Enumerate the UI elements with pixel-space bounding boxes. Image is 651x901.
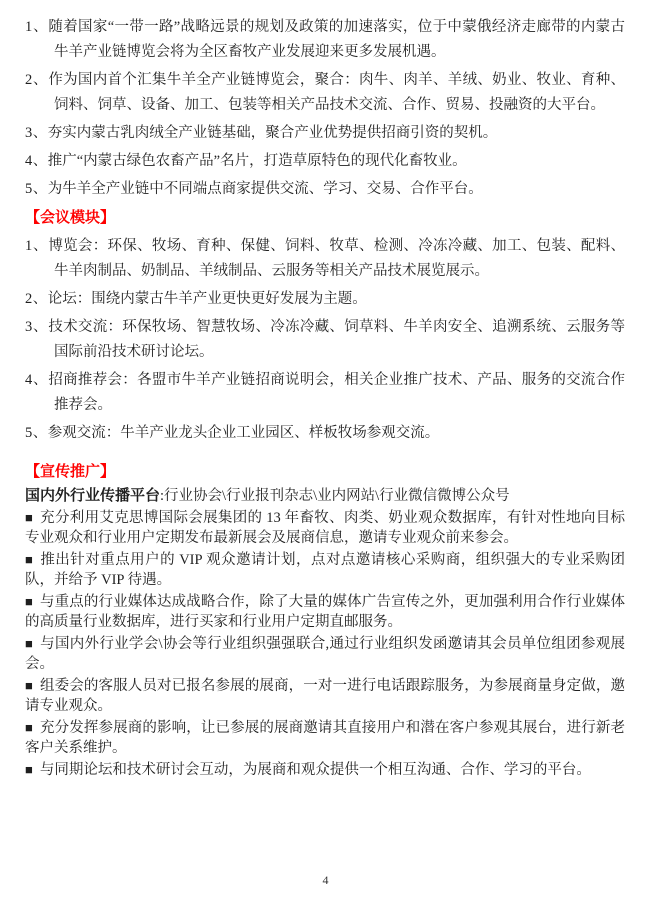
bullet-item-text: 与重点的行业媒体达成战略合作，除了大量的媒体广告宣传之外，更加强利用合作行业媒体的高质量行业数据库，进行买家和行业用户定期直邮服务。 [25,594,625,630]
intro-list [25,15,625,202]
list-item-text: 为牛羊全产业链中不同端点商家提供交流、学习、交易、合作平台。 [47,181,483,197]
bullet-item [25,760,625,780]
bullet-item-text: 充分利用艾克思博国际会展集团的 13 年畜牧、肉类、奶业观众数据库，有针对性地向目标专业观众和行业用户定期发布最新展会及展商信息，邀请专业观众前来参会。 [25,510,625,546]
list-item-number: 2、 [25,291,48,307]
list-item-text: 夯实内蒙古乳肉绒全产业链基础，聚合产业优势提供招商引资的契机。 [47,125,498,141]
square-bullet-icon: ■ [25,720,33,735]
list-item-number: 4、 [25,372,49,388]
list-item-number: 4、 [25,153,48,169]
list-item [25,121,625,146]
promotion-platform-label: 国内外行业传播平台 [25,487,161,504]
square-bullet-icon: ■ [25,636,34,651]
square-bullet-icon: ■ [25,762,33,777]
list-item-number: 3、 [25,319,49,335]
list-item-text: 参观交流：牛羊产业龙头企业工业园区、样板牧场参观交流。 [47,425,440,441]
bullet-item [25,634,625,674]
promotion-platform-separator: : [160,488,165,504]
list-item [25,149,625,174]
list-item [25,234,625,284]
list-item-number: 5、 [25,425,48,441]
promotion-bullet-list [25,508,625,780]
list-item-text: 技术交流：环保牧场、智慧牧场、冷冻冷藏、饲草料、牛羊肉安全、追溯系统、云服务等国际前沿技术研讨论坛。 [48,319,626,360]
square-bullet-icon: ■ [25,594,33,609]
square-bullet-icon: ■ [25,678,33,693]
list-item [25,68,625,118]
section-heading-promotion: 【宣传推广】 [25,463,116,480]
list-item-text: 随着国家“一带一路”战略远景的规划及政策的加速落实，位于中蒙俄经济走廊带的内蒙古牛羊产业链博览会将为全区畜牧产业发展迎来更多发展机遇。 [48,19,625,60]
bullet-item-text: 推出针对重点用户的 VIP 观众邀请计划，点对点邀请核心采购商，组织强大的专业采购团队，并给予 VIP 待遇。 [25,552,625,588]
square-bullet-icon: ■ [25,552,34,567]
bullet-item-text: 充分发挥参展商的影响，让已参展的展商邀请其直接用户和潜在客户参观其展台，进行新老客户关系维护。 [25,720,625,756]
bullet-item-text: 与国内外行业学会\协会等行业组织强强联合,通过行业组织发函邀请其会员单位组团参观展会。 [25,636,625,672]
list-item [25,177,625,202]
list-item [25,368,625,418]
list-item-text: 博览会：环保、牧场、育种、保健、饲料、牧草、检测、冷冻冷藏、加工、包装、配料、牛羊肉制品、奶制品、羊绒制品、云服务等相关产品技术展览展示。 [48,238,626,279]
bullet-item [25,508,625,548]
list-item-number: 5、 [25,181,48,197]
list-item-number: 1、 [25,238,49,254]
conference-list [25,234,625,446]
list-item-number: 3、 [25,125,48,141]
bullet-item [25,676,625,716]
promotion-platform-value: 行业协会\行业报刊杂志\业内网站\行业微信微博公众号 [164,488,510,504]
list-item-text: 作为国内首个汇集牛羊全产业链博览会，聚合：肉牛、肉羊、羊绒、奶业、牧业、育种、饲料、饲草、设备、加工、包装等相关产品技术交流、合作、贸易、投融资的大平台。 [48,72,626,113]
bullet-item [25,592,625,632]
list-item-number: 2、 [25,72,49,88]
page-number: 4 [322,873,329,887]
list-item [25,15,625,65]
section-heading-conference-modules: 【会议模块】 [25,209,116,226]
bullet-item [25,550,625,590]
list-item [25,421,625,446]
list-item-text: 招商推荐会：各盟市牛羊产业链招商说明会，相关企业推广技术、产品、服务的交流合作推荐会。 [48,372,626,413]
list-item [25,287,625,312]
bullet-item [25,718,625,758]
bullet-item-text: 与同期论坛和技术研讨会互动，为展商和观众提供一个相互沟通、合作、学习的平台。 [39,762,591,778]
bullet-item-text: 组委会的客服人员对已报名参展的展商，一对一进行电话跟踪服务，为参展商量身定做，邀请专业观众。 [25,678,625,714]
square-bullet-icon: ■ [25,510,34,525]
promotion-platform-line [25,485,625,507]
list-item [25,315,625,365]
list-item-number: 1、 [25,19,49,35]
list-item-text: 论坛：围绕内蒙古牛羊产业更快更好发展为主题。 [47,291,367,307]
list-item-text: 推广“内蒙古绿色农畜产品”名片，打造草原特色的现代化畜牧业。 [47,153,467,169]
